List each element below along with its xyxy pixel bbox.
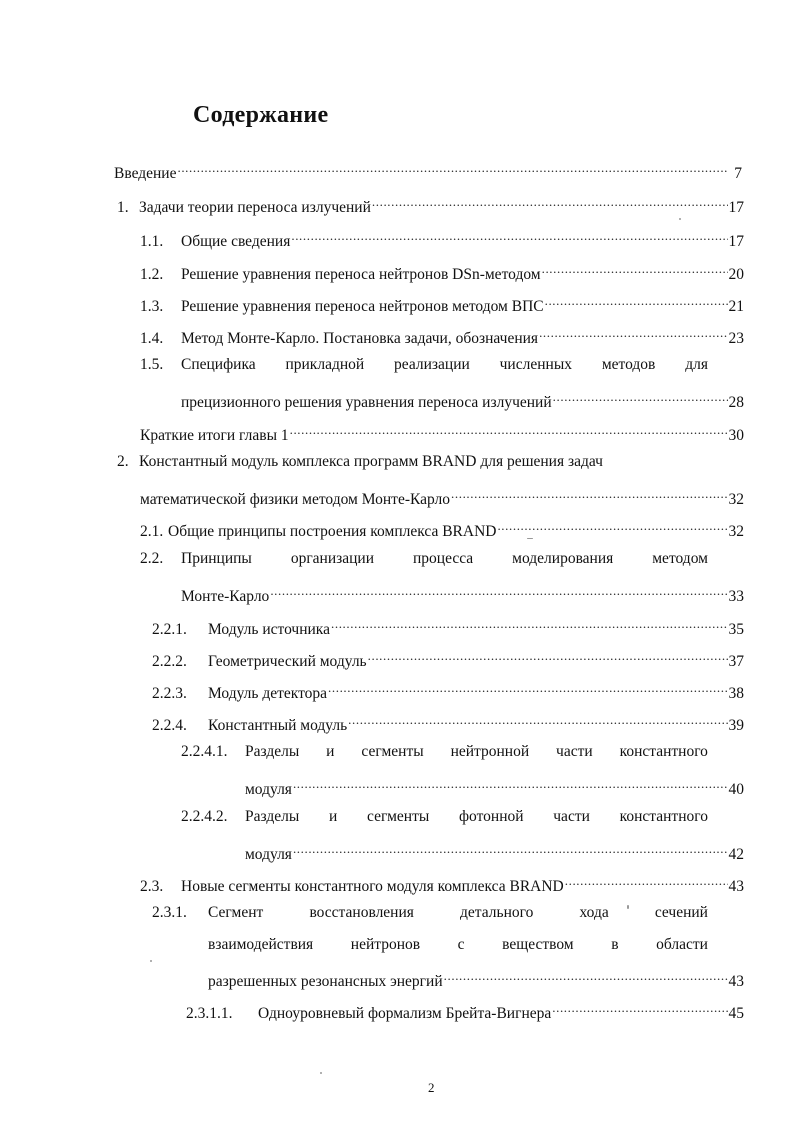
toc-word: и bbox=[328, 808, 338, 825]
dot-leader bbox=[565, 871, 728, 891]
toc-entry-text: математической физики методом Монте-Карло bbox=[140, 491, 451, 508]
toc-word: области bbox=[656, 936, 708, 953]
toc-entry-continuation[interactable] bbox=[245, 839, 744, 863]
dot-leader bbox=[451, 484, 727, 504]
dot-leader bbox=[539, 323, 727, 343]
toc-entry-page: 35 bbox=[728, 621, 744, 638]
toc-entry[interactable] bbox=[140, 355, 708, 375]
toc-entry-text bbox=[245, 807, 708, 827]
toc-entry-page: 33 bbox=[728, 588, 744, 605]
toc-entry-text: Краткие итоги главы 1 bbox=[140, 427, 289, 444]
toc-entry-number: 1. bbox=[117, 199, 129, 216]
toc-word: Разделы bbox=[245, 743, 300, 760]
toc-entry-page: 17 bbox=[728, 233, 744, 250]
toc-word: прикладной bbox=[285, 356, 365, 373]
toc-entry-text bbox=[181, 549, 708, 569]
toc-word: восстановления bbox=[309, 904, 414, 921]
toc-entry-text: модуля bbox=[245, 846, 292, 863]
toc-entry[interactable] bbox=[181, 742, 708, 762]
dot-leader bbox=[553, 387, 728, 407]
toc-entry-number: 1.5. bbox=[140, 356, 164, 373]
toc-word: методов bbox=[601, 356, 656, 373]
toc-entry-number: 2.2.4. bbox=[152, 717, 187, 734]
toc-word: Сегмент bbox=[208, 904, 264, 921]
toc-entry-text bbox=[181, 355, 708, 375]
page-number: 2 bbox=[428, 1080, 435, 1095]
toc-entry-text: Константный модуль комплекса программ BRAND для решения задач bbox=[139, 453, 603, 470]
toc-entry-page: 17 bbox=[728, 199, 744, 216]
toc-entry-number: 2.2.4.1. bbox=[181, 743, 228, 760]
toc-entry[interactable] bbox=[152, 646, 744, 670]
toc-word: для bbox=[685, 356, 708, 373]
toc-entry-page: 43 bbox=[728, 878, 744, 895]
toc-entry-text: Решение уравнения переноса нейтронов методом ВПС bbox=[181, 298, 544, 315]
toc-word: фотонной bbox=[459, 808, 524, 825]
toc-word: организации bbox=[290, 550, 375, 567]
toc-word: процесса bbox=[413, 550, 474, 567]
toc-entry-page: 42 bbox=[728, 846, 744, 863]
toc-entry-text bbox=[208, 935, 708, 955]
toc-entry-page: 30 bbox=[728, 427, 744, 444]
toc-entry-number: 2.3.1. bbox=[152, 904, 187, 921]
toc-word: части bbox=[556, 743, 593, 760]
toc-entry-page: 32 bbox=[728, 491, 744, 508]
toc-entry[interactable] bbox=[140, 323, 744, 347]
scan-speck bbox=[320, 1072, 322, 1074]
toc-entry-number: 2.2.2. bbox=[152, 653, 187, 670]
dot-leader bbox=[293, 839, 728, 859]
toc-entry-continuation[interactable] bbox=[208, 966, 744, 990]
scan-speck bbox=[527, 538, 533, 539]
toc-entry[interactable] bbox=[186, 998, 744, 1022]
toc-word: Принципы bbox=[181, 550, 252, 567]
dot-leader bbox=[497, 516, 727, 536]
toc-entry[interactable] bbox=[114, 158, 742, 182]
toc-entry-text: разрешенных резонансных энергий bbox=[208, 973, 443, 990]
toc-entry-continuation[interactable] bbox=[181, 387, 744, 411]
toc-entry-page: 7 bbox=[734, 165, 742, 182]
toc-entry-text: Константный модуль bbox=[208, 717, 348, 734]
toc-entry-number: 1.2. bbox=[140, 266, 164, 283]
scan-speck bbox=[150, 960, 152, 962]
toc-entry[interactable] bbox=[117, 452, 717, 472]
toc-entry-text: Введение bbox=[114, 165, 177, 182]
toc-entry-number: 2.3.1.1. bbox=[186, 1005, 233, 1022]
toc-word: хода bbox=[579, 904, 609, 921]
toc-entry[interactable] bbox=[140, 549, 708, 569]
toc-word: части bbox=[553, 808, 590, 825]
toc-entry-number: 1.1. bbox=[140, 233, 164, 250]
toc-entry-number: 2.2.1. bbox=[152, 621, 187, 638]
toc-entry-text: Новые сегменты константного модуля комплекса BRAND bbox=[181, 878, 564, 895]
toc-entry-page: 23 bbox=[728, 330, 744, 347]
toc-entry-text: Модуль источника bbox=[208, 621, 330, 638]
toc-entry-text: Монте-Карло bbox=[181, 588, 270, 605]
dot-leader bbox=[372, 192, 728, 212]
toc-entry-text: Задачи теории переноса излучений bbox=[139, 199, 371, 216]
toc-entry-text bbox=[245, 742, 708, 762]
toc-word: в bbox=[611, 936, 619, 953]
toc-word: сечений bbox=[654, 904, 708, 921]
toc-word: константного bbox=[619, 808, 708, 825]
toc-entry-page: 28 bbox=[728, 394, 744, 411]
toc-entry-text: модуля bbox=[245, 781, 292, 798]
dot-leader bbox=[331, 614, 728, 634]
toc-word: и bbox=[326, 743, 335, 760]
toc-entry-page: 38 bbox=[728, 685, 744, 702]
toc-word: численных bbox=[499, 356, 572, 373]
toc-entry-text: Модуль детектора bbox=[208, 685, 328, 702]
toc-entry-text bbox=[208, 903, 708, 923]
toc-word: детального bbox=[460, 904, 534, 921]
toc-entry-number: 1.4. bbox=[140, 330, 164, 347]
toc-entry-continuation[interactable] bbox=[208, 935, 708, 955]
toc-entry-text: Общие принципы построения комплекса BRAND bbox=[168, 523, 497, 540]
toc-entry[interactable] bbox=[140, 871, 744, 895]
toc-entry-page: 32 bbox=[728, 523, 744, 540]
toc-entry-text: Одноуровневый формализм Брейта-Вигнера bbox=[258, 1005, 552, 1022]
toc-word: нейтронов bbox=[350, 936, 421, 953]
toc-entry-number: 2.3. bbox=[140, 878, 164, 895]
toc-entry[interactable] bbox=[152, 614, 744, 638]
toc-entry[interactable] bbox=[181, 807, 708, 827]
toc-entry[interactable] bbox=[140, 226, 744, 250]
dot-leader bbox=[444, 966, 728, 986]
toc-word: сегменты bbox=[361, 743, 424, 760]
toc-entry[interactable] bbox=[152, 903, 708, 923]
toc-word: нейтронной bbox=[450, 743, 530, 760]
dot-leader bbox=[542, 259, 728, 279]
toc-entry-continuation[interactable] bbox=[181, 581, 744, 605]
toc-entry-continuation[interactable] bbox=[140, 484, 744, 508]
toc-entry[interactable] bbox=[152, 710, 744, 734]
toc-word: Специфика bbox=[181, 356, 256, 373]
dot-leader bbox=[368, 646, 728, 666]
toc-word: взаимодействия bbox=[208, 936, 314, 953]
toc-entry-text: Геометрический модуль bbox=[208, 653, 367, 670]
toc-entry-page: 43 bbox=[728, 973, 744, 990]
toc-word: сегменты bbox=[367, 808, 430, 825]
toc-entry[interactable] bbox=[140, 291, 744, 315]
toc-entry-page: 20 bbox=[728, 266, 744, 283]
toc-entry-continuation[interactable] bbox=[245, 774, 744, 798]
toc-entry[interactable] bbox=[140, 420, 744, 444]
toc-word: моделирования bbox=[512, 550, 614, 567]
toc-word: веществом bbox=[502, 936, 574, 953]
toc-entry-text: Метод Монте-Карло. Постановка задачи, обозначения bbox=[181, 330, 539, 347]
toc-entry-number: 2.2. bbox=[140, 550, 164, 567]
toc-entry-page: 45 bbox=[728, 1005, 744, 1022]
scan-speck bbox=[679, 218, 681, 220]
dot-leader bbox=[177, 158, 727, 178]
toc-entry[interactable] bbox=[152, 678, 744, 702]
toc-entry-number: 2.1. bbox=[140, 523, 164, 540]
toc-word: реализации bbox=[394, 356, 470, 373]
dot-leader bbox=[328, 678, 727, 698]
toc-entry-text: Общие сведения bbox=[181, 233, 291, 250]
toc-entry-page: 40 bbox=[728, 781, 744, 798]
dot-leader bbox=[270, 581, 727, 601]
toc-entry-text: Решение уравнения переноса нейтронов DSn-методом bbox=[181, 266, 541, 283]
toc-entry-number: 2.2.3. bbox=[152, 685, 187, 702]
toc-entry[interactable] bbox=[140, 259, 744, 283]
toc-entry-number: 2. bbox=[117, 453, 129, 470]
toc-entry-page: 39 bbox=[728, 717, 744, 734]
toc-entry-page: 37 bbox=[728, 653, 744, 670]
dot-leader bbox=[291, 226, 727, 246]
toc-word: с bbox=[457, 936, 465, 953]
toc-word: методом bbox=[652, 550, 708, 567]
toc-entry-number: 2.2.4.2. bbox=[181, 808, 228, 825]
dot-leader bbox=[290, 420, 728, 440]
page-title: Содержание bbox=[193, 102, 329, 128]
toc-entry-text: прецизионного решения уравнения переноса излучений bbox=[181, 394, 552, 411]
dot-leader bbox=[545, 291, 728, 311]
dot-leader bbox=[348, 710, 727, 730]
toc-word: Разделы bbox=[245, 808, 300, 825]
dot-leader bbox=[293, 774, 728, 794]
toc-entry-page: 21 bbox=[728, 298, 744, 315]
toc-entry[interactable] bbox=[140, 516, 744, 540]
toc-entry-number: 1.3. bbox=[140, 298, 164, 315]
toc-entry[interactable] bbox=[117, 192, 744, 216]
dot-leader bbox=[552, 998, 727, 1018]
toc-word: константного bbox=[619, 743, 708, 760]
scan-speck bbox=[627, 905, 629, 909]
